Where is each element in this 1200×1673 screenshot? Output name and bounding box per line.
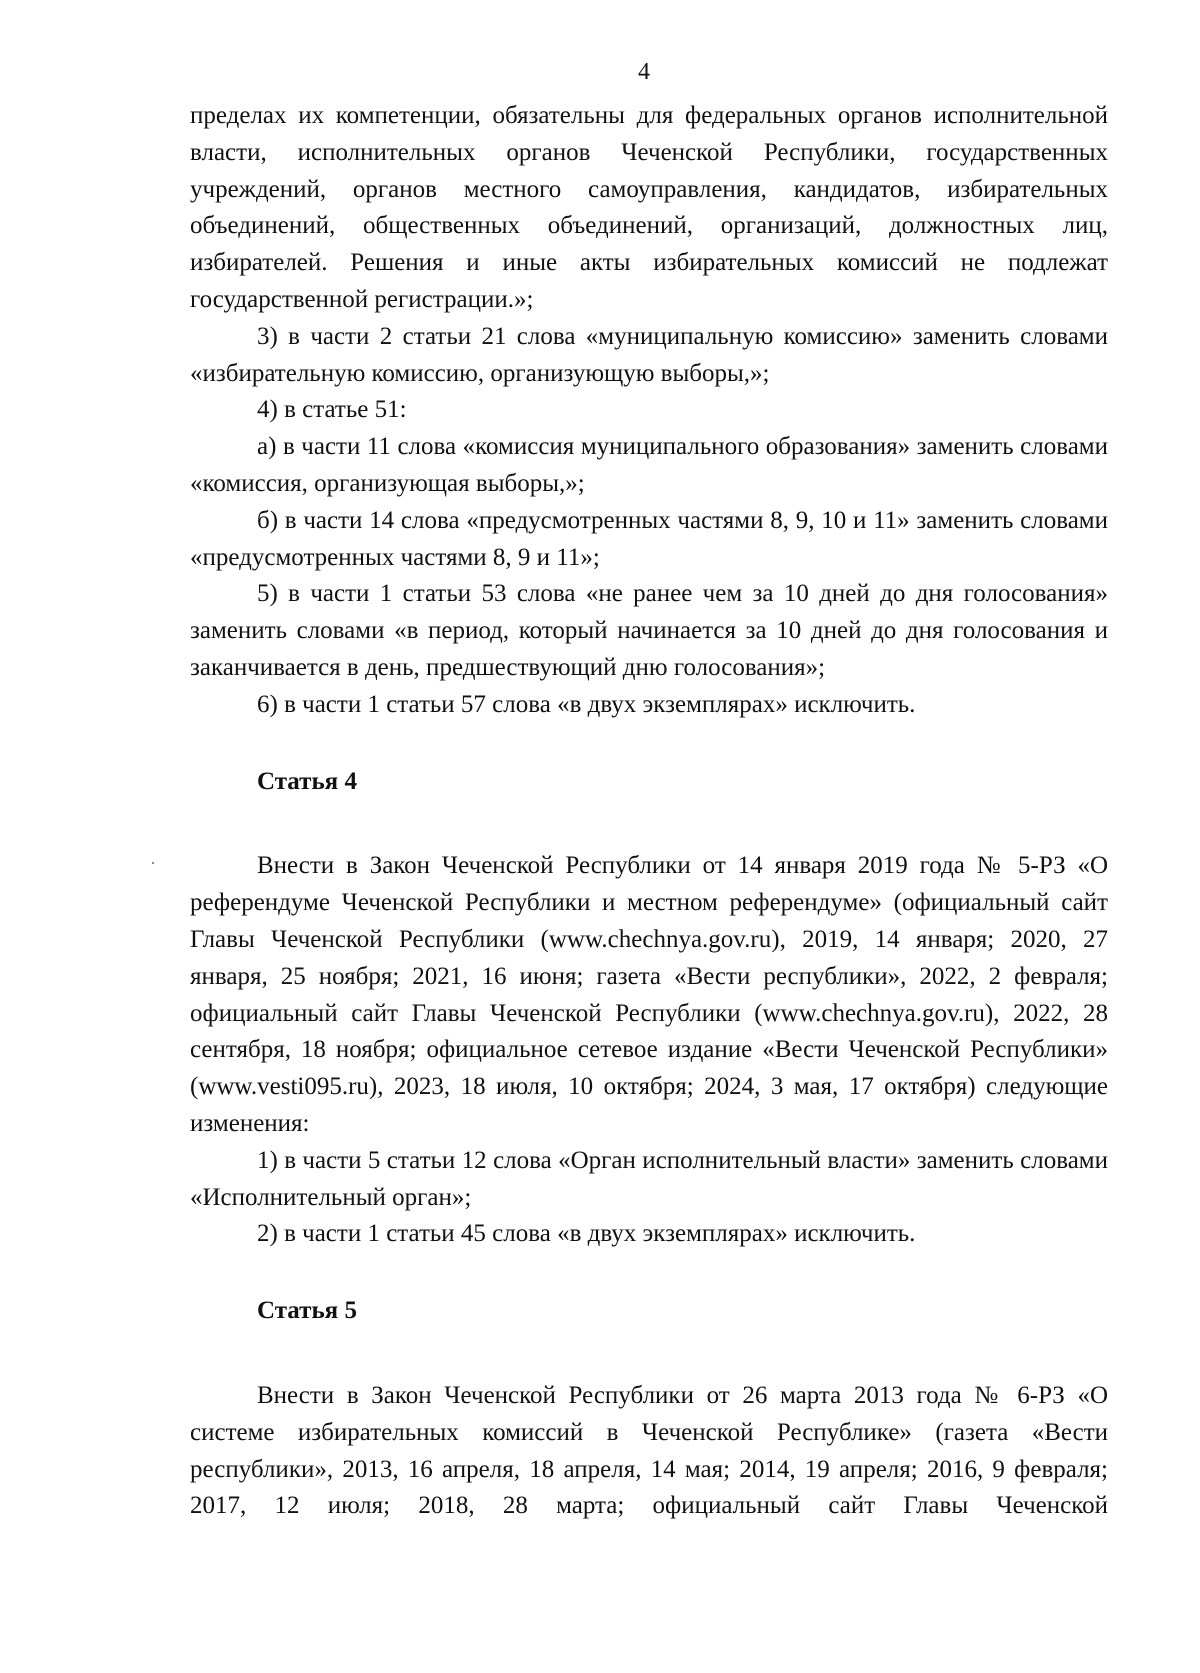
page-number: 4 bbox=[638, 59, 650, 85]
article-5-intro: Внести в Закон Чеченской Республики от 26 марта 2013 года № 6-РЗ «О системе избирательных комиссий в Чеченской Республике» (газета «Вести республики», 2013, 16 апреля, 18 апреля, 14 мая; 2014, 19 апреля; 2016, 9 февраля; 2017, 12 июля; 2018, 28 марта; официальный сайт Главы Чеченской bbox=[190, 1381, 1108, 1520]
spacer bbox=[190, 800, 1108, 848]
scan-speck bbox=[152, 862, 154, 864]
paragraph-continuation: пределах их компетенции, обязательны для федеральных органов исполнительной власти, исполнительных органов Чеченской Республики, государственных учреждений, органов местного самоуправления, кандидатов, избирательных объединений, общественных объединений, организаций, должностных лиц, избирателей. Решения и иные акты избирательных комиссий не подлежат государственной регистрации.»; bbox=[190, 102, 1108, 313]
paragraph-item-5: 5) в части 1 статьи 53 слова «не ранее чем за 10 дней до дня голосования» заменить словами «в период, который начинается за 10 дней до дня голосования и заканчивается в день, предшествующий дню голосования»; bbox=[190, 580, 1108, 681]
article-4-intro: Внести в Закон Чеченской Республики от 14 января 2019 года № 5-РЗ «О референдуме Чеченской Республики и местном референдуме» (официальный сайт Главы Чеченской Республики (www.chechnya.gov.ru), 2019, 14 января; 2020, 27 января, 25 ноября; 2021, 16 июня; газета «Вести республики», 2022, 2 февраля; официальный сайт Главы Чеченской Республики (www.chechnya.gov.ru), 2022, 28 сентября, 18 ноября; официальное сетевое издание «Вести Чеченской Республики» (www.vesti095.ru), 2023, 18 июля, 10 октября; 2024, 3 мая, 17 октября) следующие изменения: bbox=[190, 852, 1108, 1137]
spacer bbox=[190, 1253, 1108, 1293]
article-4-item-1: 1) в части 5 статьи 12 слова «Орган исполнительный власти» заменить словами «Исполнительный орган»; bbox=[190, 1146, 1108, 1211]
paragraph-item-4: 4) в статье 51: bbox=[257, 396, 407, 424]
document-body bbox=[190, 98, 1108, 1525]
spacer bbox=[190, 724, 1108, 764]
paragraph-item-6: 6) в части 1 статьи 57 слова «в двух экземплярах» исключить. bbox=[257, 690, 916, 718]
article-5-heading: Статья 5 bbox=[257, 1297, 357, 1325]
article-4-item-2: 2) в части 1 статьи 45 слова «в двух экземплярах» исключить. bbox=[257, 1220, 916, 1248]
paragraph-item-4a: а) в части 11 слова «комиссия муниципального образования» заменить словами «комиссия, организующая выборы,»; bbox=[190, 433, 1108, 497]
article-4-heading: Статья 4 bbox=[257, 767, 357, 795]
spacer bbox=[190, 1330, 1108, 1378]
paragraph-item-3: 3) в части 2 статьи 21 слова «муниципальную комиссию» заменить словами «избирательную комиссию, организующую выборы,»; bbox=[190, 322, 1108, 387]
paragraph-item-4b: б) в части 14 слова «предусмотренных частями 8, 9, 10 и 11» заменить словами «предусмотренных частями 8, 9 и 11»; bbox=[190, 506, 1108, 571]
